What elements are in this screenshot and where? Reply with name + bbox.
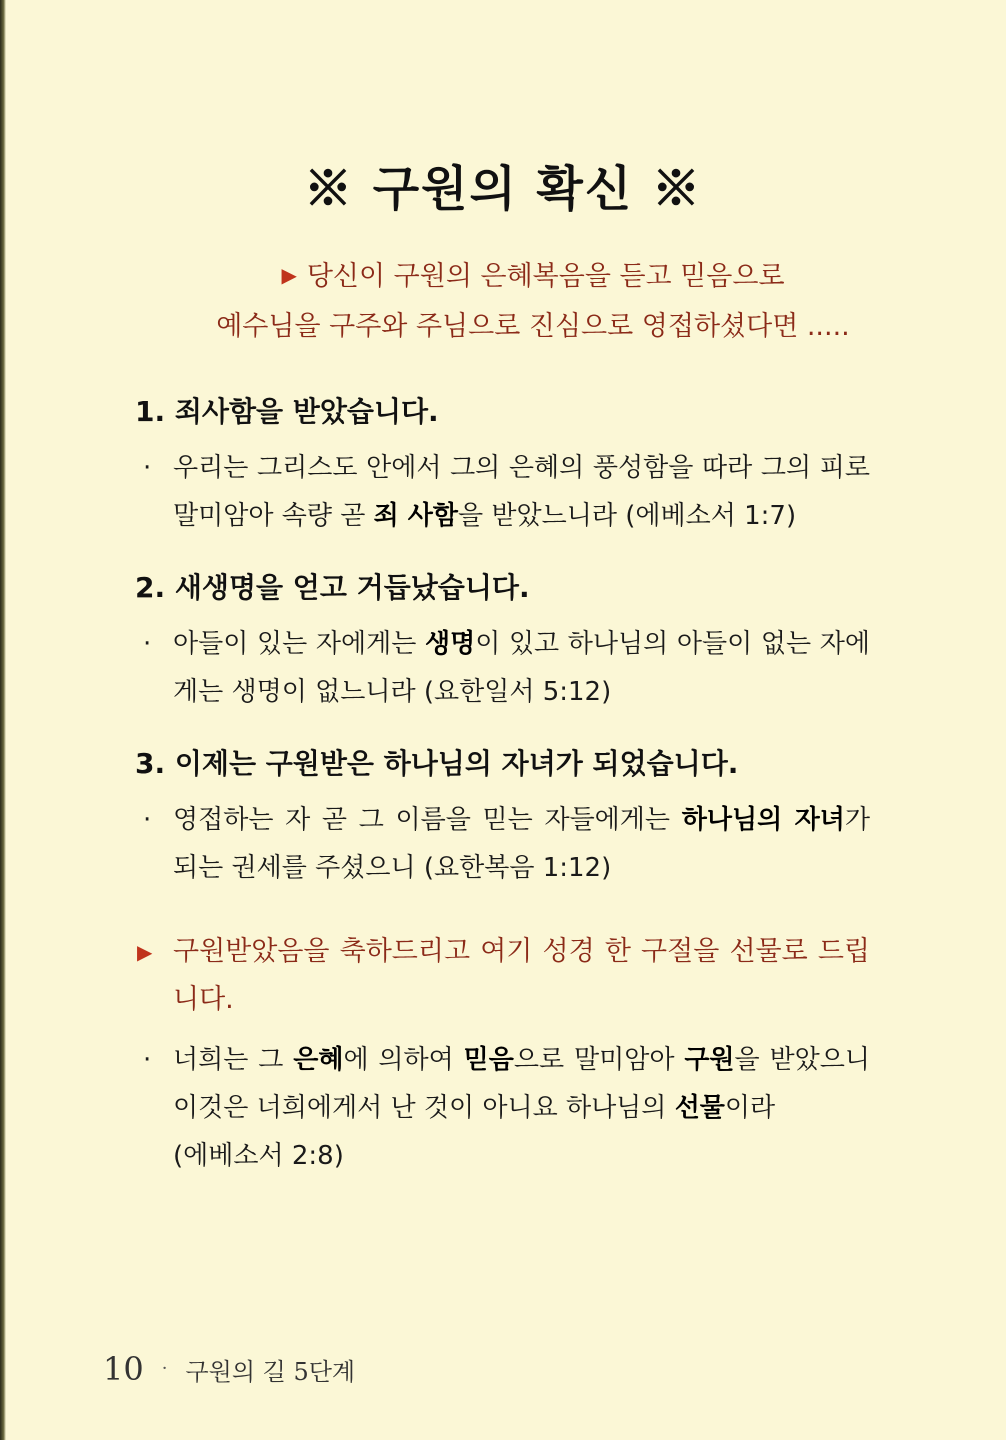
dot-bullet-icon: ·: [143, 453, 152, 483]
section-heading: 1. 죄사함을 받았습니다.: [135, 395, 439, 428]
dot-bullet-icon: ·: [143, 629, 152, 659]
intro-text: [0, 250, 1006, 352]
verse: · 너희는 그 은혜에 의하여 믿음으로 말미암아 구원을 받았으니 이것은 너희에게서 난 것이 아니요 하나님의 선물이라 (에베소서 2:8): [135, 1036, 870, 1180]
section-heading: 2. 새생명을 얻고 거듭났습니다.: [135, 571, 530, 604]
dot-bullet-icon: ·: [143, 805, 152, 835]
page-footer: [103, 1350, 355, 1388]
intro-line-2: 예수님을 구주와 주님으로 진심으로 영접하셨다면 .....: [216, 311, 850, 342]
page-title: ※ 구원의 확신 ※: [304, 161, 702, 217]
verse: · 아들이 있는 자에게는 생명이 있고 하나님의 아들이 없는 자에게는 생명이 없느니라 (요한일서 5:12): [135, 620, 870, 716]
verse: · 우리는 그리스도 안에서 그의 은혜의 풍성함을 따라 그의 피로 말미암아 속량 곧 죄 사함을 받았느니라 (에베소서 1:7): [135, 444, 870, 540]
footer-separator: ·: [161, 1358, 168, 1379]
book-title: 구원의 길 5단계: [185, 1358, 356, 1386]
gift-heading: ▶ 구원받았음을 축하드리고 여기 성경 한 구절을 선물로 드립니다.: [135, 928, 870, 1024]
intro-line-1: ▶ 당신이 구원의 은혜복음을 듣고 믿음으로: [281, 261, 785, 292]
section-gift: [135, 928, 870, 1180]
page-number: 10: [103, 1350, 144, 1388]
section-heading: 3. 이제는 구원받은 하나님의 자녀가 되었습니다.: [135, 747, 739, 780]
verse-reference: (에베소서 2:8): [173, 1141, 344, 1171]
triangle-bullet-icon: ▶: [137, 940, 153, 964]
section-forgiveness: [135, 392, 870, 540]
section-new-life: [135, 568, 870, 716]
verse: · 영접하는 자 곧 그 이름을 믿는 자들에게는 하나님의 자녀가 되는 권세를 주셨으니 (요한복음 1:12): [135, 796, 870, 892]
dot-bullet-icon: ·: [143, 1045, 152, 1075]
triangle-bullet-icon: ▶: [281, 263, 297, 287]
section-child-of-god: [135, 744, 870, 892]
